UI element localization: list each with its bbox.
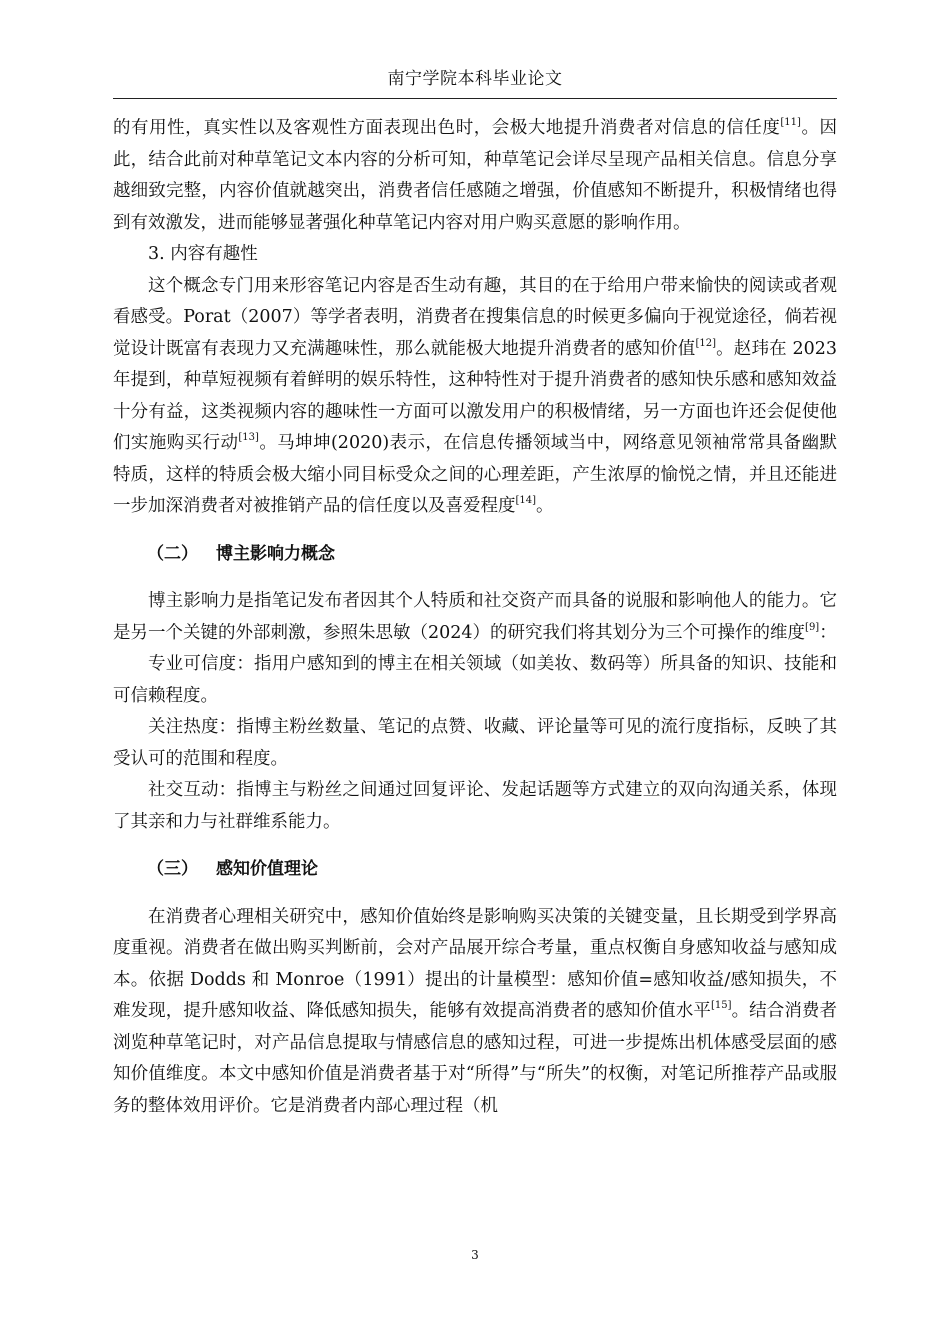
body-text (113, 113, 837, 1122)
citation-ref: [15] (710, 1000, 732, 1011)
section-number: （二） (147, 543, 198, 564)
citation-ref: [12] (695, 337, 716, 349)
citation-ref: [9] (805, 621, 820, 633)
paragraph-professional-credibility: 专业可信度：指用户感知到的博主在相关领域（如美妆、数码等）所具备的知识、技能和可信赖程度。 (113, 654, 837, 706)
citation-ref: [14] (515, 495, 537, 506)
paragraph-perceived-value: 在消费者心理相关研究中，感知价值始终是影响购买决策的关键变量，且长期受到学界高度重视。消费者在做出购买判断前，会对产品展开综合考量，重点权衡自身感知收益与感知成本。依据 Dodds 和 Monroe（1991）提出的计量模型：感知价值=感知收益/感知损失，不难发现，提升感知收益、降低感知损失，能够有效提高消费者的感知价值水平[15]。结合消费者浏览种草笔记时，对产品信息提取与情感信息的感知过程，可进一步提炼出机体感受层面的感知价值维度。本文中感知价值是消费者基于对“所得”与“所失”的权衡，对笔记所推荐产品或服务的整体效用评价。它是消费者内部心理过程（机 (113, 906, 838, 1116)
section-heading (113, 539, 837, 571)
paragraph-blogger-influence: 博主影响力是指笔记发布者因其个人特质和社交资产而具备的说服和影响他人的能力。它是另一个关键的外部刺激，参照朱思敏（2024）的研究我们将其划分为三个可操作的维度[9]： (113, 591, 837, 643)
page-number: 3 (471, 1248, 479, 1262)
citation-ref: [13] (238, 432, 259, 443)
paragraph-usefulness-continued: 的有用性，真实性以及客观性方面表现出色时，会极大地提升消费者对信息的信任度[11]。因此，结合此前对种草笔记文本内容的分析可知，种草笔记会详尽呈现产品相关信息。信息分享越细致完整，内容价值就越突出，消费者信任感随之增强，价值感知不断提升，积极情绪也得到有效激发，进而能够显著强化种草笔记内容对用户购买意愿的影响作用。 (113, 117, 837, 233)
paragraph-attention-heat: 关注热度：指博主粉丝数量、笔记的点赞、收藏、评论量等可见的流行度指标，反映了其受认可的范围和程度。 (113, 717, 837, 769)
section-heading (113, 854, 837, 886)
header-title: 南宁学院本科毕业论文 (387, 69, 563, 89)
citation-ref: [11] (780, 117, 801, 128)
paragraph-interestingness: 这个概念专门用来形容笔记内容是否生动有趣，其目的在于给用户带来愉快的阅读或者观看感受。Porat（2007）等学者表明，消费者在搜集信息的时候更多偏向于视觉途径，倘若视觉设计既富有表现力又充满趣味性，那么就能极大地提升消费者的感知价值[12]。赵玮在 2023 年提到，种草短视频有着鲜明的娱乐特性，这种特性对于提升消费者的感知快乐感和感知效益十分有益，这类视频内容的趣味性一方面可以激发用户的积极情绪，另一方面也许还会促使他们实施购买行动[13]。马坤坤(2020)表示，在信息传播领域当中，网络意见领袖常常具备幽默特质，这样的特质会极大缩小同目标受众之间的心理差距，产生浓厚的愉悦之情，并且还能进一步加深消费者对被推销产品的信任度以及喜爱程度[14]。 (113, 275, 838, 516)
section-number: （三） (147, 859, 198, 879)
section-title: 感知价值理论 (216, 859, 318, 879)
list-item-heading: 3. 内容有趣性 (148, 244, 258, 264)
paragraph-social-interaction: 社交互动：指博主与粉丝之间通过回复评论、发起话题等方式建立的双向沟通关系，体现了其亲和力与社群维系能力。 (113, 780, 837, 832)
page-header (113, 64, 837, 99)
section-title: 博主影响力概念 (216, 543, 335, 564)
